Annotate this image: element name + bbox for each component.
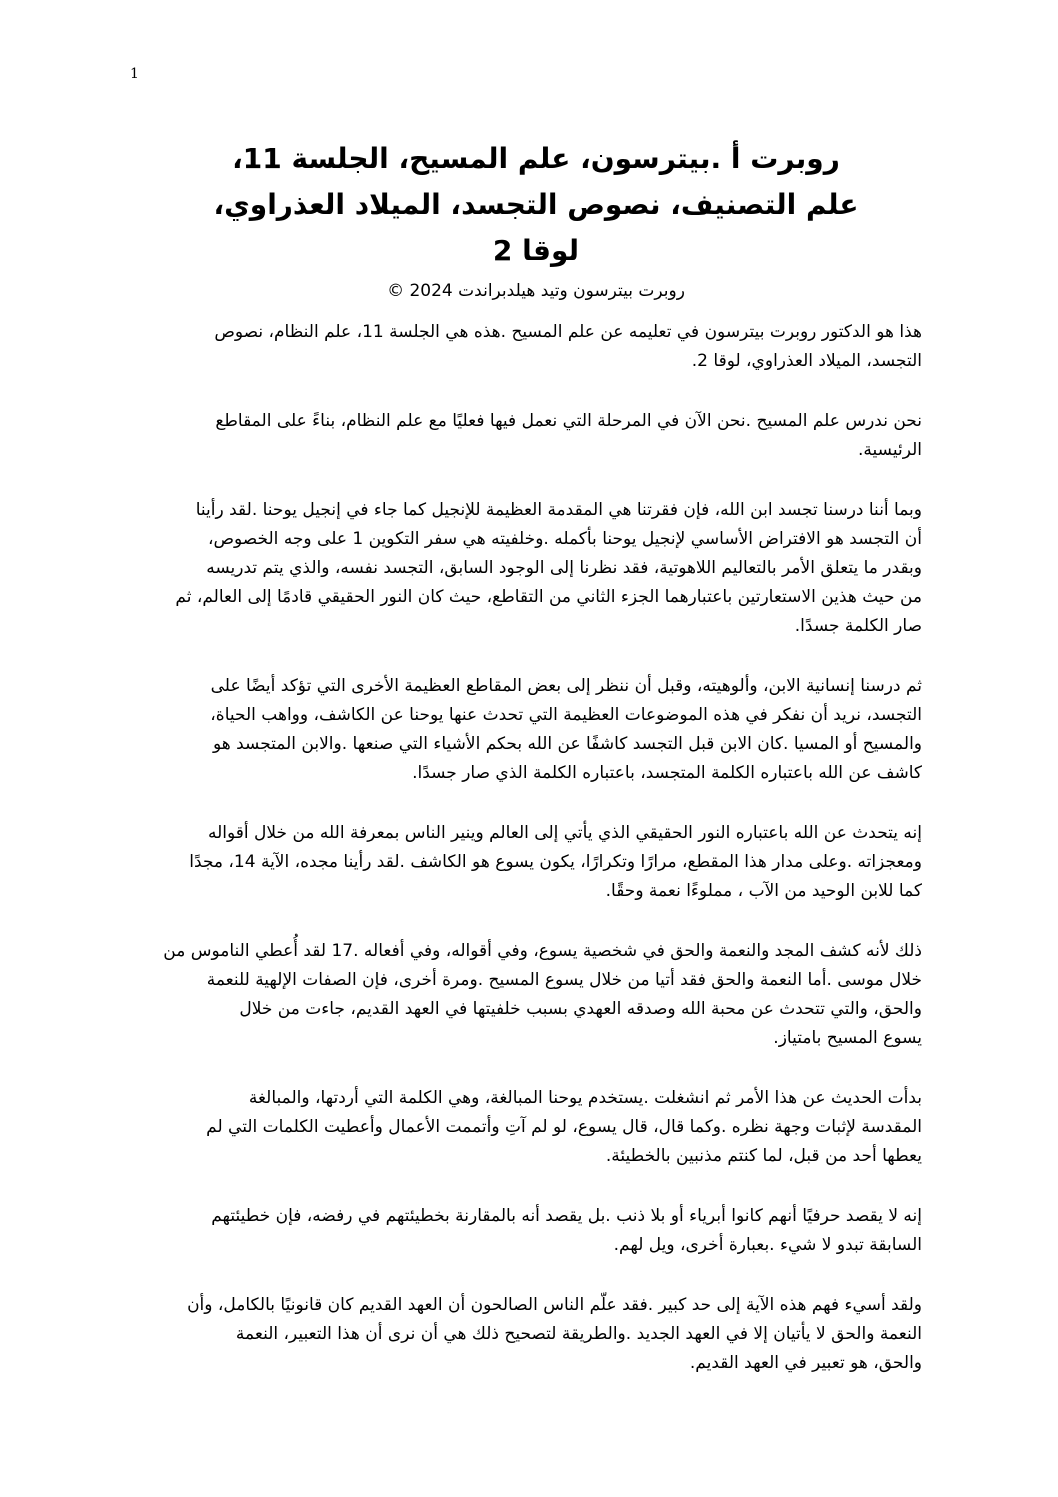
paragraph-line: التجسد، الميلاد العذراوي، لوقا 2.: [691, 351, 922, 371]
paragraph-hyperbole: [130, 1084, 922, 1171]
paragraph-not-literal: [130, 1202, 922, 1260]
paragraph-line: إنه يتحدث عن الله باعتباره النور الحقيقي الذي يأتي إلى العالم وينير الناس بمعرفة الله من خلال أقواله: [208, 823, 922, 843]
paragraph-line: كما للابن الوحيد من الآب ، مملوءًا نعمة وحقًا.: [605, 881, 922, 901]
paragraph-line: والحق، هو تعبير في العهد القديم.: [689, 1353, 922, 1373]
paragraph-line: هذا هو الدكتور روبرت بيترسون في تعليمه عن علم المسيح .هذه هي الجلسة 11، علم النظام، نصوص: [214, 322, 922, 342]
paragraph-line: ذلك لأنه كشف المجد والنعمة والحق في شخصية يسوع، وفي أقواله، وفي أفعاله .17 لقد أُعطي الناموس من: [163, 941, 922, 961]
document-header: [150, 136, 922, 306]
paragraph-line: المقدسة لإثبات وجهة نظره .وكما قال، قال يسوع، لو لم آتِ وأتممت الأعمال وأعطيت الكلمات التي لم: [206, 1117, 922, 1137]
paragraph-line: خلال موسى .أما النعمة والحق فقد أتيا من خلال يسوع المسيح .ومرة أخرى، فإن الصفات الإلهية للنعمة: [206, 970, 922, 990]
paragraph-line: ومعجزاته .وعلى مدار هذا المقطع، مرارًا وتكرارًا، يكون يسوع هو الكاشف .لقد رأينا مجده، الآية 14، مجدًا: [189, 852, 922, 872]
paragraph-line: يعطها أحد من قبل، لما كنتم مذنبين بالخطيئة.: [605, 1146, 922, 1166]
paragraph-incarnation: [130, 496, 922, 641]
paragraph-line: والحق، والتي تتحدث عن محبة الله وصدقه العهدي بسبب خلفيتها في العهد القديم، جاءت من خلال: [239, 999, 922, 1019]
paragraph-line: يسوع المسيح بامتياز.: [773, 1028, 922, 1048]
paragraph-true-light: [130, 819, 922, 906]
paragraph-line: إنه لا يقصد حرفيًا أنهم كانوا أبرياء أو بلا ذنب .بل يقصد أنه بالمقارنة بخطيئتهم في رفضه، فإن خطيئتهم: [211, 1206, 922, 1226]
paragraph-line: وبما أننا درسنا تجسد ابن الله، فإن فقرتنا هي المقدمة العظيمة للإنجيل كما جاء في إنجيل يوحنا .لقد رأينا: [195, 500, 922, 520]
paragraph-line: ثم درسنا إنسانية الابن، وألوهيته، وقبل أن ننظر إلى بعض المقاطع العظيمة الأخرى التي تؤكد أيضًا على: [210, 676, 922, 696]
paragraph-line: ولقد أسيء فهم هذه الآية إلى حد كبير .فقد علّم الناس الصالحون أن العهد القديم كان قانونيًا بالكامل، وأن: [187, 1295, 922, 1315]
paragraph-line: التجسد، نريد أن نفكر في هذه الموضوعات العظيمة التي تحدث عنها يوحنا عن الكاشف، وواهب الحياة،: [210, 705, 922, 725]
paragraph-grace-and-truth: [130, 937, 922, 1053]
document-title-line-3: لوقا 2: [492, 234, 580, 267]
paragraph-line: من حيث هذين الاستعارتين باعتبارهما الجزء الثاني من التقاطع، حيث كان النور الحقيقي قادمًا إلى العالم، ثم: [175, 587, 922, 607]
copyright-line: روبرت بيترسون وتيد هيلدبراندت 2024 ©: [387, 281, 685, 301]
paragraph-intro: [130, 318, 922, 376]
document-body: [130, 318, 922, 1409]
page-number: 1: [130, 66, 139, 82]
paragraph-line: وبقدر ما يتعلق الأمر بالتعاليم اللاهوتية، فقد نظرنا إلى الوجود السابق، التجسد نفسه، والذي يتم تدريسه: [206, 558, 922, 578]
paragraph-line: والمسيح أو المسيا .كان الابن قبل التجسد كاشفًا عن الله بحكم الأشياء التي صنعها .والابن المتجسد هو: [212, 734, 922, 754]
paragraph-line: بدأت الحديث عن هذا الأمر ثم انشغلت .يستخدم يوحنا المبالغة، وهي الكلمة التي أردتها، والمبالغة: [248, 1088, 922, 1108]
paragraph-line: كاشف عن الله باعتباره الكلمة المتجسد، باعتباره الكلمة الذي صار جسدًا.: [412, 763, 922, 783]
paragraph-line: نحن ندرس علم المسيح .نحن الآن في المرحلة التي نعمل فيها فعليًا مع علم النظام، بناءً على المقاطع: [215, 411, 922, 431]
document-title-line-1: روبرت أ .بيترسون، علم المسيح، الجلسة 11،: [232, 142, 840, 175]
paragraph-line: الرئيسية.: [858, 440, 922, 460]
document-title-line-2: علم التصنيف، نصوص التجسد، الميلاد العذراوي،: [213, 188, 859, 221]
paragraph-misunderstood-verse: [130, 1291, 922, 1378]
paragraph-studying-christology: [130, 407, 922, 465]
paragraph-line: السابقة تبدو لا شيء .بعبارة أخرى، ويل لهم.: [613, 1235, 922, 1255]
paragraph-line: صار الكلمة جسدًا.: [794, 616, 922, 636]
paragraph-line: أن التجسد هو الافتراض الأساسي لإنجيل يوحنا بأكمله .وخلفيته هي سفر التكوين 1 على وجه الخصوص،: [207, 529, 922, 549]
paragraph-revealer: [130, 672, 922, 788]
paragraph-line: النعمة والحق لا يأتيان إلا في العهد الجديد .والطريقة لتصحيح ذلك هي أن نرى أن هذا التعبير، النعمة: [235, 1324, 922, 1344]
